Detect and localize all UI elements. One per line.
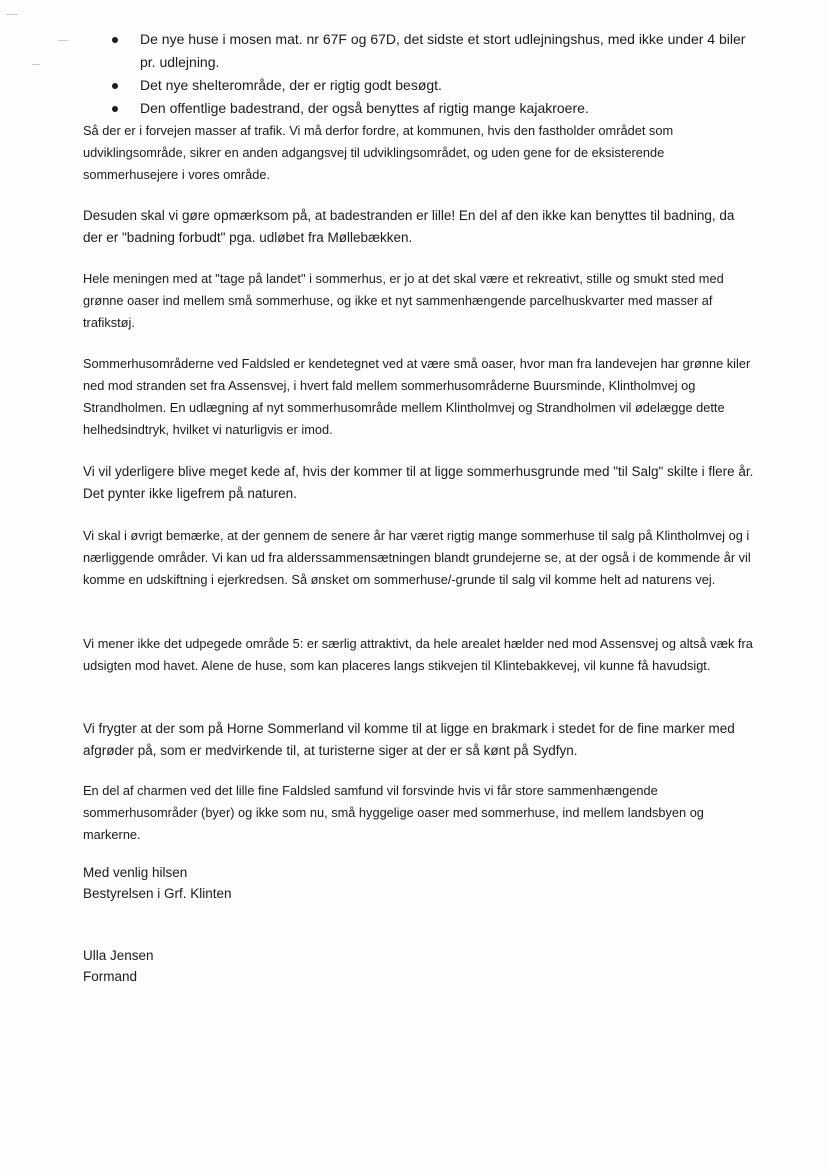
closing-greeting: Med venlig hilsen xyxy=(83,865,188,880)
paragraph-beach: Desuden skal vi gøre opmærksom på, at badestranden er lille! En del af den ikke kan benyttes til badning, da der er "badning forbudt" pga. udløbet fra Møllebækken. xyxy=(83,208,735,245)
closing-organization: Bestyrelsen i Grf. Klinten xyxy=(83,886,232,901)
paragraph-recreation: Hele meningen med at "tage på landet" i sommerhus, er jo at det skal være et rekreativt, stille og smukt sted med grønne oaser ind mellem små sommerhuse, og ikke et nyt sammenhængende parcelhuskvarter med masser af trafikstøj. xyxy=(83,271,724,330)
scan-artifact-mark xyxy=(32,64,40,65)
paragraph-fallow-field: Vi frygter at der som på Horne Sommerland vil komme til at ligge en brakmark i stedet for de fine marker med afgrøder på, som er medvirkende til, at turisterne siger at der er så kønt på Sydfyn. xyxy=(83,721,735,758)
scan-artifact-mark xyxy=(58,40,68,41)
signatory-role: Formand xyxy=(83,969,138,984)
list-item: Den offentlige badestrand, der også benyttes af rigtig mange kajakroere. xyxy=(110,97,760,120)
paragraph-for-sale-signs: Vi vil yderligere blive meget kede af, hvis der kommer til at ligge sommerhusgrunde med "til Salg" skilte i flere år. Det pynter ikke ligefrem på naturen. xyxy=(83,464,754,501)
scan-artifact-mark xyxy=(6,14,18,15)
paragraph-green-oases: Sommerhusområderne ved Faldsled er kendetegnet ved at være små oaser, hvor man fra landevejen har grønne kiler ned mod stranden set fra Assensvej, i hvert fald mellem sommerhusområderne Buursminde, Klintholmvej og Strandholmen. En udlægning af nyt sommerhusområde mellem Klintholmvej og Strandholmen vil ødelægge dette helhedsindtryk, hvilket vi naturligvis er imod. xyxy=(83,356,751,437)
signatory-name: Ulla Jensen xyxy=(83,948,154,963)
paragraph-charm: En del af charmen ved det lille fine Faldsled samfund vil forsvinde hvis vi får store sammenhængende sommerhusområder (byer) og ikke som nu, små hyggelige oaser med sommerhuse, ind mellem landsbyen og markerne. xyxy=(83,783,704,842)
paragraph-area-5: Vi mener ikke det udpegede område 5: er særlig attraktivt, da hele arealet hælder ned mod Assensvej og altså væk fra udsigten mod havet. Alene de huse, som kan placeres langs stikvejen til Klintebakkevej, vil kunne få havudsigt. xyxy=(83,636,753,673)
list-item: De nye huse i mosen mat. nr 67F og 67D, det sidste et stort udlejningshus, med ikke under 4 biler pr. udlejning. xyxy=(110,28,760,74)
paragraph-owner-turnover: Vi skal i øvrigt bemærke, at der gennem de senere år har været rigtig mange sommerhuse til salg på Klintholmvej og i nærliggende områder. Vi kan ud fra alderssammensætningen blandt grundejerne se, at der også i de kommende år vil komme en udskiftning i ejerkredsen. Så ønsket om sommerhuse/-grunde til salg vil komme helt ad naturens vej. xyxy=(83,528,751,587)
list-item: Det nye shelterområde, der er rigtig godt besøgt. xyxy=(110,74,760,97)
paragraph-traffic: Så der er i forvejen masser af trafik. Vi må derfor fordre, at kommunen, hvis den fastholder området som udviklingsområde, sikrer en anden adgangsvej til udviklingsområdet, og uden gene for de eksisterende sommerhusejere i vores område. xyxy=(83,123,674,182)
traffic-source-list xyxy=(110,28,760,120)
